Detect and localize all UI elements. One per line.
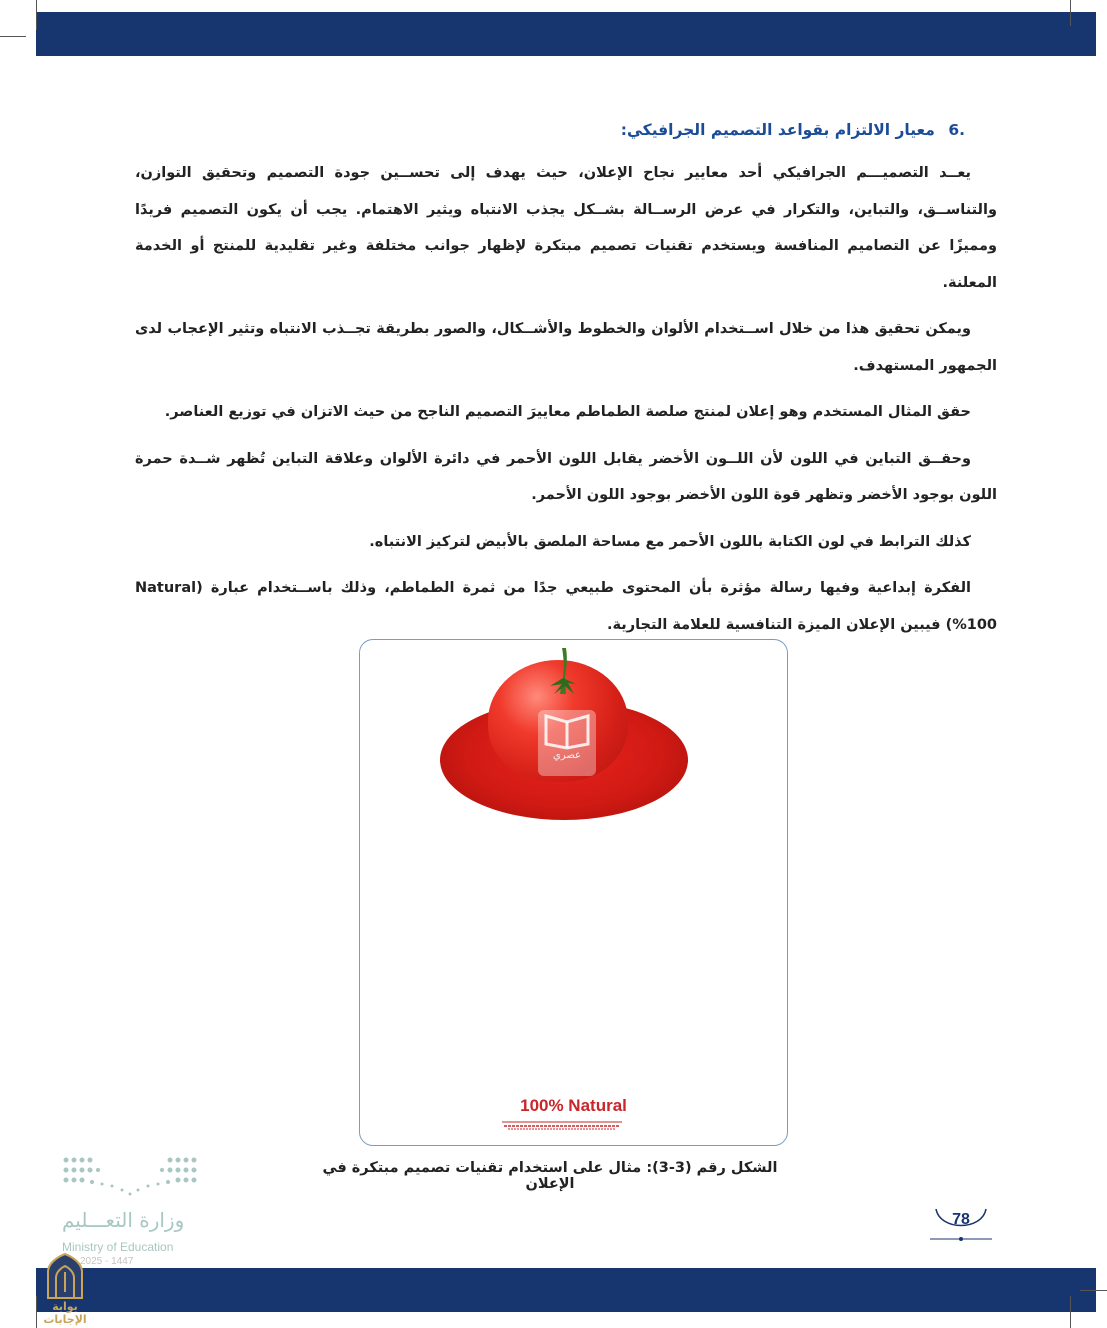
crop-mark bbox=[1080, 1290, 1107, 1291]
ministry-logo-icon bbox=[62, 1154, 198, 1198]
crop-mark bbox=[1070, 1296, 1071, 1328]
paragraph: وحقــق التباين في اللون لأن اللــون الأخضر يقابل اللون الأحمر في دائرة الألوان وعلاقة التباين تُظهر شــدة حمرة اللون بوجود الأخضر وتظهر قوة اللون الأخضر بوجود اللون الأحمر. bbox=[135, 450, 997, 503]
top-header-bar bbox=[36, 12, 1096, 56]
section-title: معيار الالتزام بقواعد التصميم الجرافيكي: bbox=[620, 121, 935, 139]
figure-caption: الشكل رقم (3-3): مثال على استخدام تقنيات تصميم مبتكرة في الإعلان bbox=[322, 1160, 778, 1192]
crop-mark bbox=[1070, 0, 1071, 26]
ministry-name-english: Ministry of Education bbox=[62, 1240, 174, 1254]
ad-fineprint bbox=[502, 1120, 622, 1130]
body-text bbox=[135, 108, 997, 653]
ad-figure bbox=[359, 639, 788, 1146]
book-icon bbox=[538, 710, 596, 750]
crop-mark bbox=[0, 36, 26, 37]
paragraph: حقق المثال المستخدم وهو إعلان لمنتج صلصة الطماطم معاييرَ التصميم الناجح من حيث الاتزان في توزيع العناصر. bbox=[164, 404, 971, 420]
ad-slogan: 100% Natural bbox=[520, 1096, 627, 1115]
answers-portal-logo-icon bbox=[44, 1252, 86, 1300]
tomato-stem-icon bbox=[550, 648, 576, 694]
page-number-badge bbox=[930, 1205, 992, 1245]
paragraph: الفكرة إبداعية وفيها رسالة مؤثرة بأن المحتوى طبيعي جدًا من ثمرة الطماطم، وذلك باســتخدام عبارة (Natural %100) فيبين الإعلان الميزة التنافسية للعلامة التجارية. bbox=[135, 580, 997, 633]
section-number: .6 bbox=[948, 121, 965, 139]
crop-mark bbox=[36, 0, 37, 30]
paragraph: كذلك الترابط في لون الكتابة باللون الأحمر مع مساحة الملصق بالأبيض لتركيز الانتباه. bbox=[369, 533, 971, 550]
page-number: 78 bbox=[952, 1211, 970, 1228]
paragraph: ويمكن تحقيق هذا من خلال اســتخدام الألوان والخطوط والأشــكال، والصور بطريقة تجــذب الانتباه وتثير الإعجاب لدى الجمهور المستهدف. bbox=[135, 321, 997, 374]
ministry-name-arabic: وزارة التعـــليم bbox=[62, 1208, 185, 1232]
paragraph: يعــد التصميـــم الجرافيكي أحد معايير نجاح الإعلان، حيث يهدف إلى تحســين جودة التصميم وتحقيق التوازن، والتناســق، والتباين، والتكرار في عرض الرســالة بشــكل يجذب الانتباه ويثير الاهتمام. يجب أن يكون التصميم فريدًا ومميزًا عن التصاميم المنافسة ويستخدم تقنيات تصميم مبتكرة لإظهار جوانب مختلفة وغير تقليدية للمنتج أو الخدمة المعلنة. bbox=[135, 165, 997, 291]
answers-portal-label: بوابة الإجابات bbox=[43, 1300, 87, 1326]
bottom-footer-bar bbox=[36, 1268, 1096, 1312]
watermark-text: عصري bbox=[553, 750, 581, 761]
section-heading bbox=[135, 108, 997, 152]
watermark-seal bbox=[538, 710, 596, 776]
edition-year: 2025 - 1447 bbox=[80, 1256, 134, 1267]
